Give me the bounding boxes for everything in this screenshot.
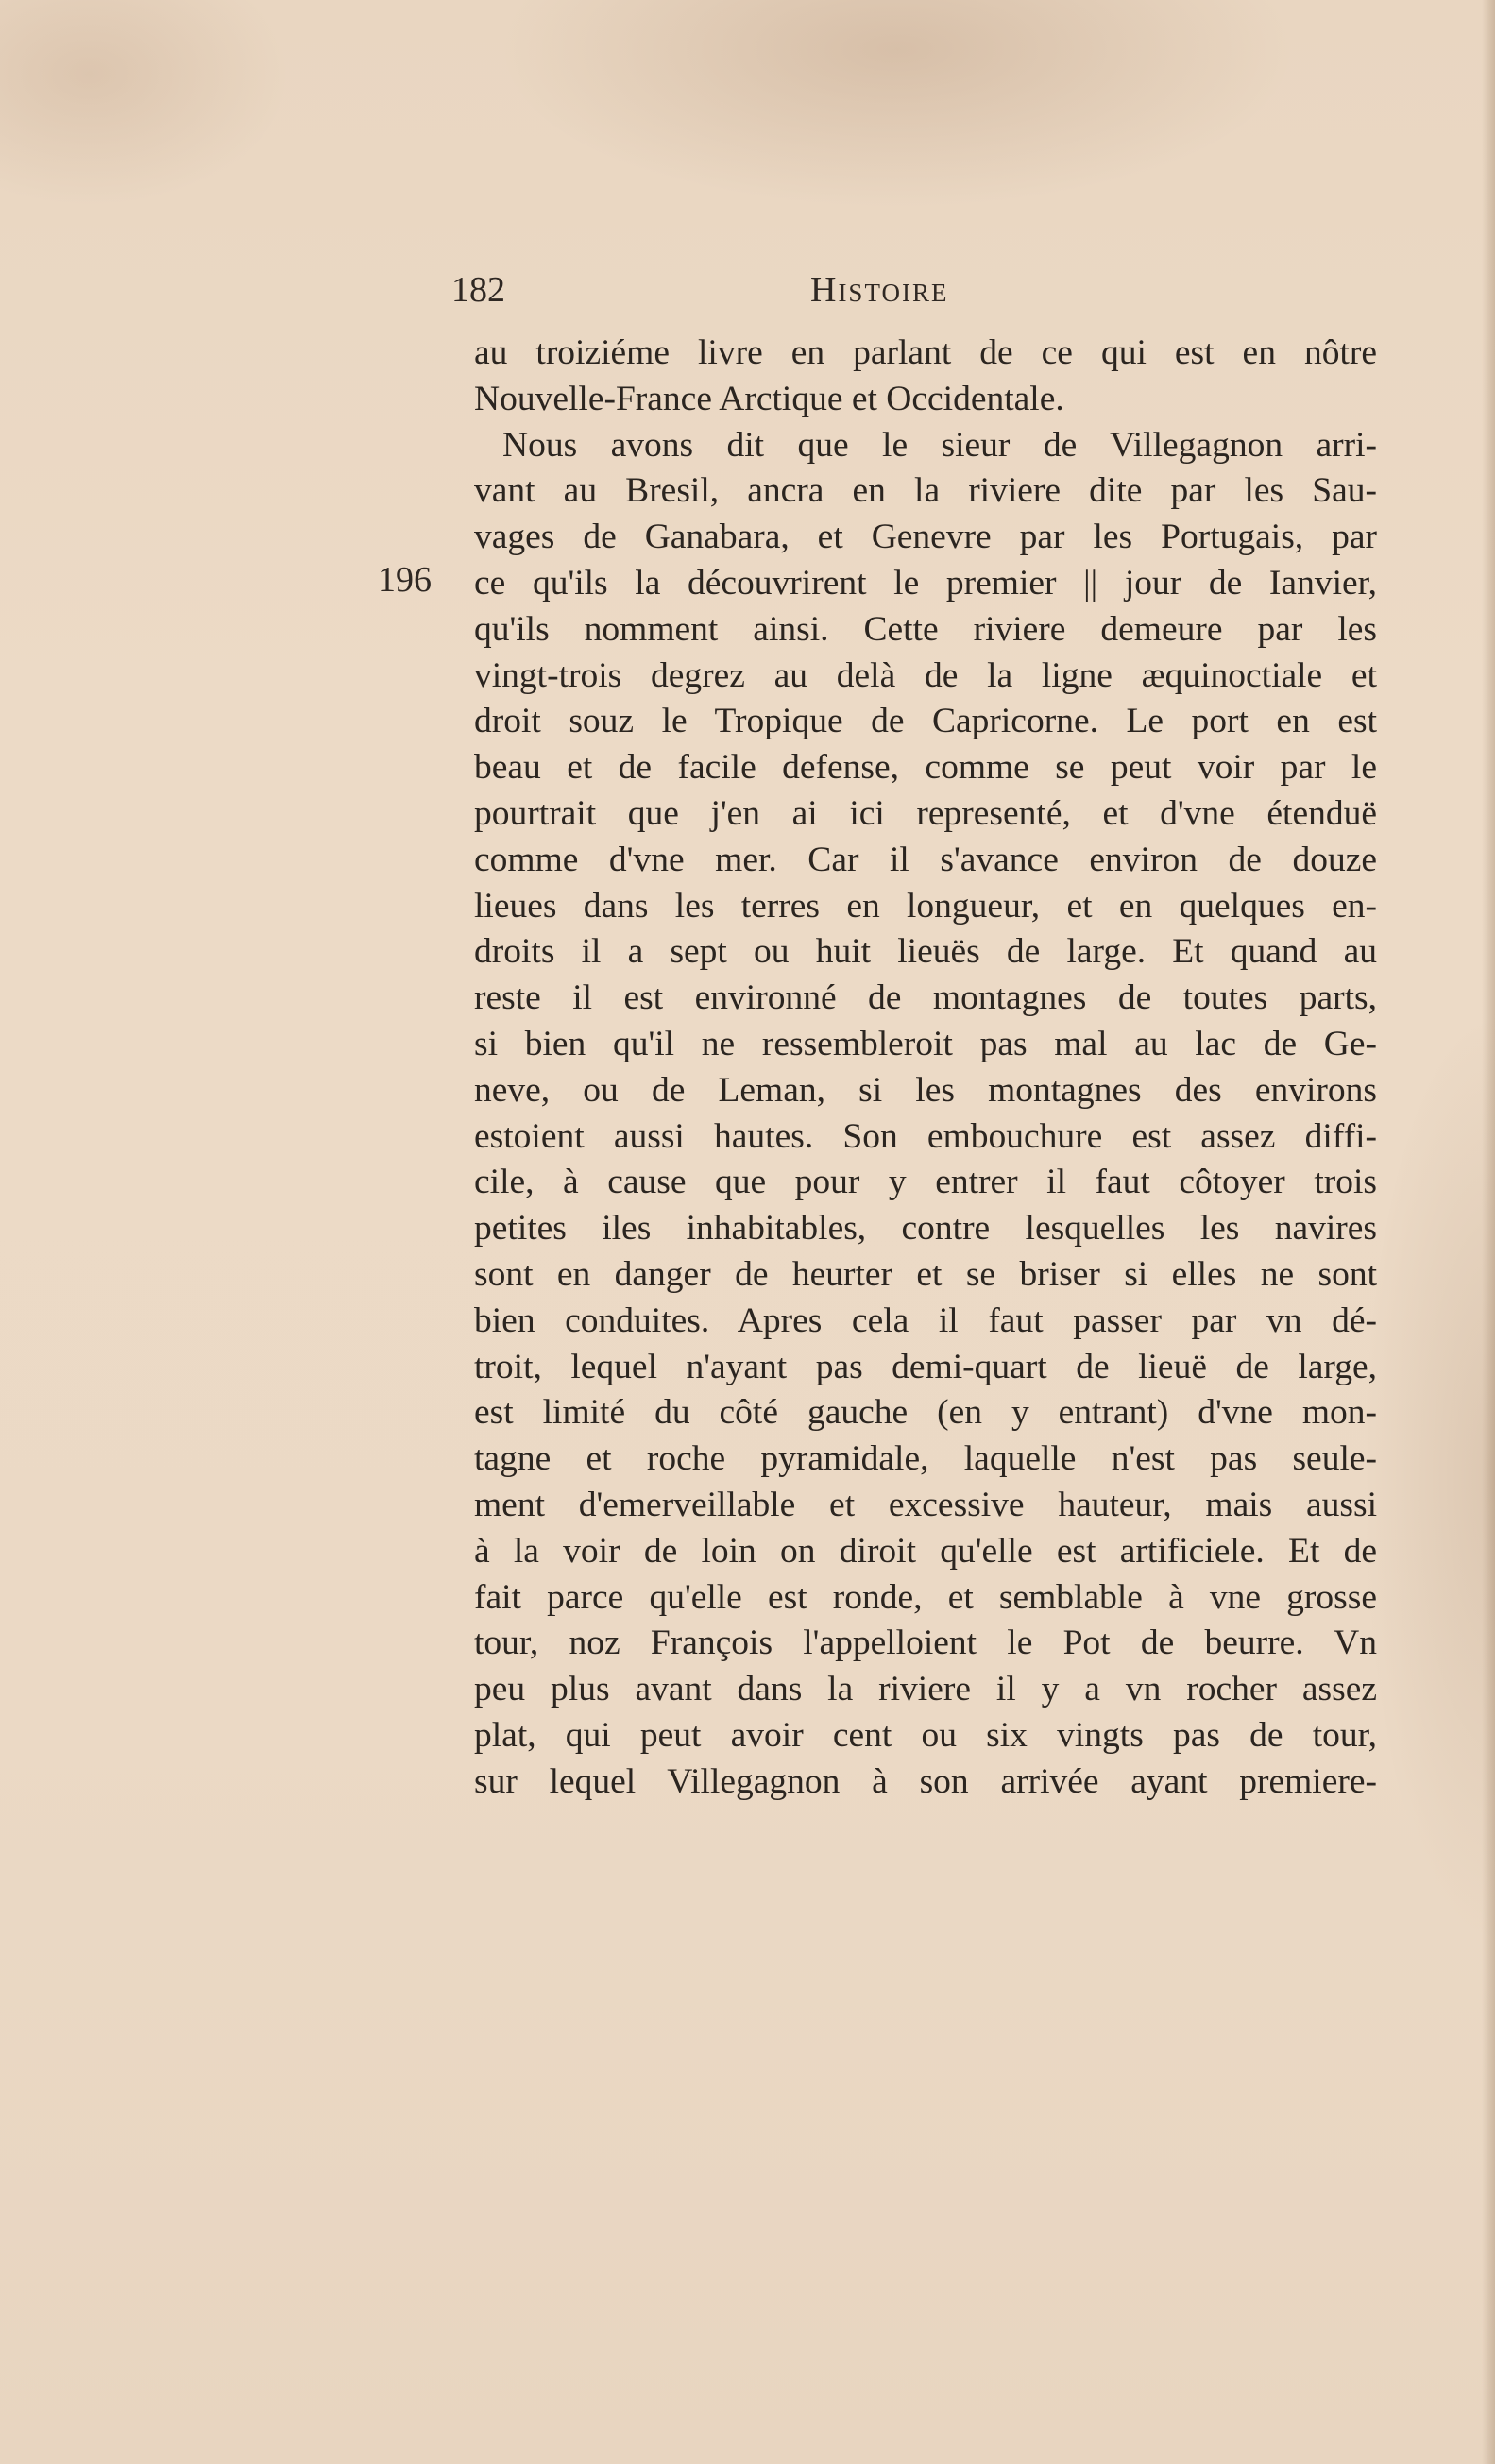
text-line: droit souz le Tropique de Capricorne. Le port en est bbox=[474, 702, 1377, 741]
text-line: Nouvelle-France Arctique et Occidentale. bbox=[474, 379, 1064, 418]
text-line: lieues dans les terres en longueur, et en quelques en- bbox=[474, 886, 1377, 926]
text-line: si bien qu'il ne ressembleroit pas mal au lac de Ge- bbox=[474, 1024, 1377, 1063]
text-line: sont en danger de heurter et se briser si elles ne sont bbox=[474, 1254, 1377, 1294]
text-line: qu'ils nomment ainsi. Cette riviere demeure par les bbox=[474, 609, 1377, 649]
text-line: ce qu'ils la découvrirent le premier || jour de Ianvier, bbox=[474, 563, 1377, 603]
running-title: Histoire bbox=[810, 270, 949, 310]
text-line: estoient aussi hautes. Son embouchure est assez diffi- bbox=[474, 1116, 1377, 1156]
text-line: beau et de facile defense, comme se peut voir par le bbox=[474, 748, 1377, 788]
page-number: 182 bbox=[451, 270, 505, 310]
text-line: petites iles inhabitables, contre lesquelles les navires bbox=[474, 1209, 1377, 1249]
running-head bbox=[451, 269, 1207, 316]
text-line: ment d'emerveillable et excessive hauteur, mais aussi bbox=[474, 1485, 1377, 1524]
text-line: pourtrait que j'en ai ici representé, et d'vne étenduë bbox=[474, 793, 1377, 833]
text-line: à la voir de loin on diroit qu'elle est artificiele. Et de bbox=[474, 1531, 1377, 1571]
text-line: troit, lequel n'ayant pas demi-quart de lieuë de large, bbox=[474, 1347, 1377, 1386]
text-line: peu plus avant dans la riviere il y a vn rocher assez bbox=[474, 1670, 1377, 1709]
text-line: tagne et roche pyramidale, laquelle n'est pas seule- bbox=[474, 1439, 1377, 1479]
text-line: fait parce qu'elle est ronde, et semblable à vne grosse bbox=[474, 1577, 1377, 1617]
text-line: bien conduites. Apres cela il faut passer par vn dé- bbox=[474, 1300, 1377, 1340]
text-line: sur lequel Villegagnon à son arrivée ayant premiere- bbox=[474, 1761, 1377, 1801]
margin-reference-number: 196 bbox=[378, 560, 432, 600]
text-line: au troiziéme livre en parlant de ce qui est en nôtre bbox=[474, 333, 1377, 372]
body-text bbox=[474, 331, 1377, 1806]
text-line: vages de Ganabara, et Genevre par les Portugais, par bbox=[474, 518, 1377, 557]
text-line: est limité du côté gauche (en y entrant) d'vne mon- bbox=[474, 1393, 1377, 1433]
text-line: neve, ou de Leman, si les montagnes des environs bbox=[474, 1070, 1377, 1110]
text-line: droits il a sept ou huit lieuës de large. Et quand au bbox=[474, 932, 1377, 972]
text-line: comme d'vne mer. Car il s'avance environ de douze bbox=[474, 840, 1377, 879]
text-line: Nous avons dit que le sieur de Villegagnon arri- bbox=[502, 425, 1377, 465]
text-line: plat, qui peut avoir cent ou six vingts pas de tour, bbox=[474, 1715, 1377, 1755]
text-line: reste il est environné de montagnes de toutes parts, bbox=[474, 978, 1377, 1018]
text-line: vingt-trois degrez au delà de la ligne æquinoctiale et bbox=[474, 655, 1377, 695]
text-line: tour, noz François l'appelloient le Pot de beurre. Vn bbox=[474, 1623, 1377, 1663]
text-line: vant au Bresil, ancra en la riviere dite par les Sau- bbox=[474, 471, 1377, 511]
text-line: cile, à cause que pour y entrer il faut côtoyer trois bbox=[474, 1163, 1377, 1202]
page-edge-shadow bbox=[1482, 0, 1495, 2464]
